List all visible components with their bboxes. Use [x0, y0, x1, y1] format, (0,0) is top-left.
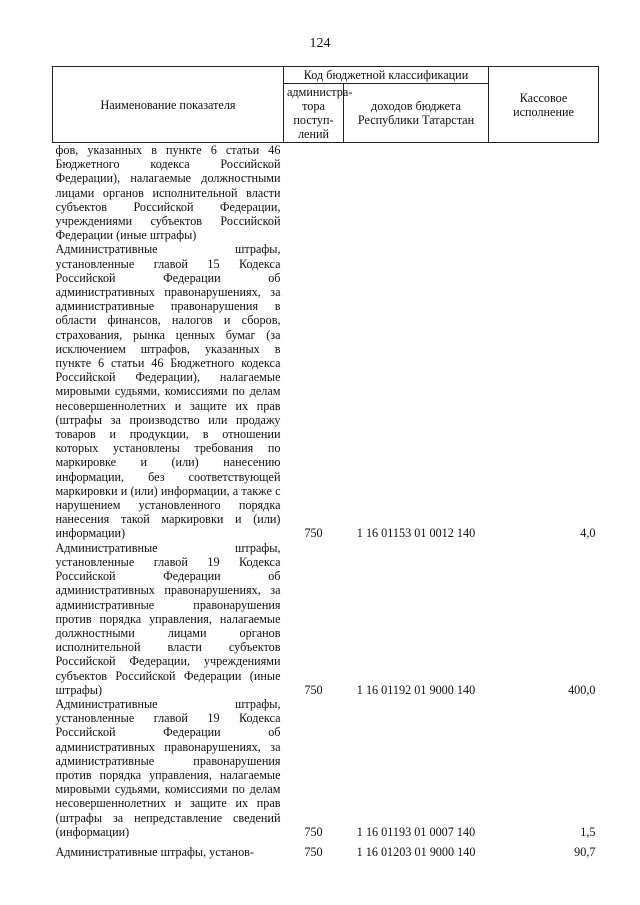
header-indicator-name: Наименование показателя	[53, 67, 284, 143]
cash-execution-value: 400,0	[568, 682, 596, 697]
indicator-name: Административные штрафы, установленные главой 19 Кодекса Российской Федерации об административных правонарушениях, за административные правонарушения против порядка управления, налагаемые должностными лицами органов исполнительной власти субъектов Российской Федерации, учреждениями субъектов Российской Федерации (иные штрафы)	[55, 540, 281, 697]
header-budget-classification-code: Код бюджетной классификации	[284, 67, 489, 84]
cash-execution-value: 4,0	[580, 526, 596, 541]
table-row	[53, 697, 599, 839]
administrator-code: 750	[304, 526, 323, 541]
administrator-code: 750	[304, 682, 323, 697]
table-header	[53, 67, 599, 143]
table-row	[53, 143, 599, 243]
budget-report-table	[52, 66, 599, 859]
cash-execution-value: 1,5	[580, 824, 596, 839]
cash-execution-value: 90,7	[574, 844, 596, 859]
table-body	[53, 143, 599, 860]
table-row	[53, 541, 599, 697]
administrator-code: 750	[304, 844, 323, 859]
revenue-code: 1 16 01193 01 0007 140	[356, 824, 476, 839]
table-row	[53, 839, 599, 859]
administrator-code: 750	[304, 824, 323, 839]
indicator-name: Административные штрафы, установ-	[55, 844, 254, 859]
indicator-name: Административные штрафы, установленные главой 19 Кодекса Российской Федерации об административных правонарушениях, за административные правонарушения против порядка управления, налагаемые мировыми судьями, комиссиями по делам несовершеннолетних и защите их прав (штрафы за непредставление сведений (информации)	[55, 696, 281, 839]
revenue-code: 1 16 01192 01 9000 140	[356, 682, 476, 697]
revenue-code: 1 16 01153 01 0012 140	[356, 526, 476, 541]
revenue-code: 1 16 01203 01 9000 140	[356, 844, 476, 859]
header-budget-revenue-code: доходов бюджета Республики Татарстан	[344, 84, 489, 143]
administrator-code	[284, 143, 344, 243]
header-cash-execution: Кассовое исполнение	[489, 67, 599, 143]
indicator-name: Административные штрафы, установленные главой 15 Кодекса Российской Федерации об административных правонарушениях, за административные правонарушения в области финансов, налогов и сборов, страхования, рынка ценных бумаг (за исключением штрафов, указанных в пункте 6 статьи 46 Бюджетного кодекса Российской Федерации), налагаемые мировыми судьями, комиссиями по делам несовершеннолетних и защите их прав (штрафы за производство или продажу товаров и продукции, в отношении которых установлены требования по маркировке и (или) нанесению информации, без соответствующей маркировки и (или) информации, а также с нарушением установленного порядка нанесения такой маркировки и (или) информации)	[55, 242, 281, 541]
header-revenue-administrator: администра-тора поступ-лений	[284, 84, 344, 143]
indicator-name: фов, указанных в пункте 6 статьи 46 Бюджетного кодекса Российской Федерации), налагаемые должностными лицами органов исполнительной власти субъектов Российской Федерации, учреждениями субъектов Российской Федерации (иные штрафы)	[55, 143, 281, 243]
table-row	[53, 242, 599, 540]
cash-execution-value	[489, 143, 599, 243]
page-number: 124	[309, 36, 331, 51]
revenue-code	[344, 143, 489, 243]
